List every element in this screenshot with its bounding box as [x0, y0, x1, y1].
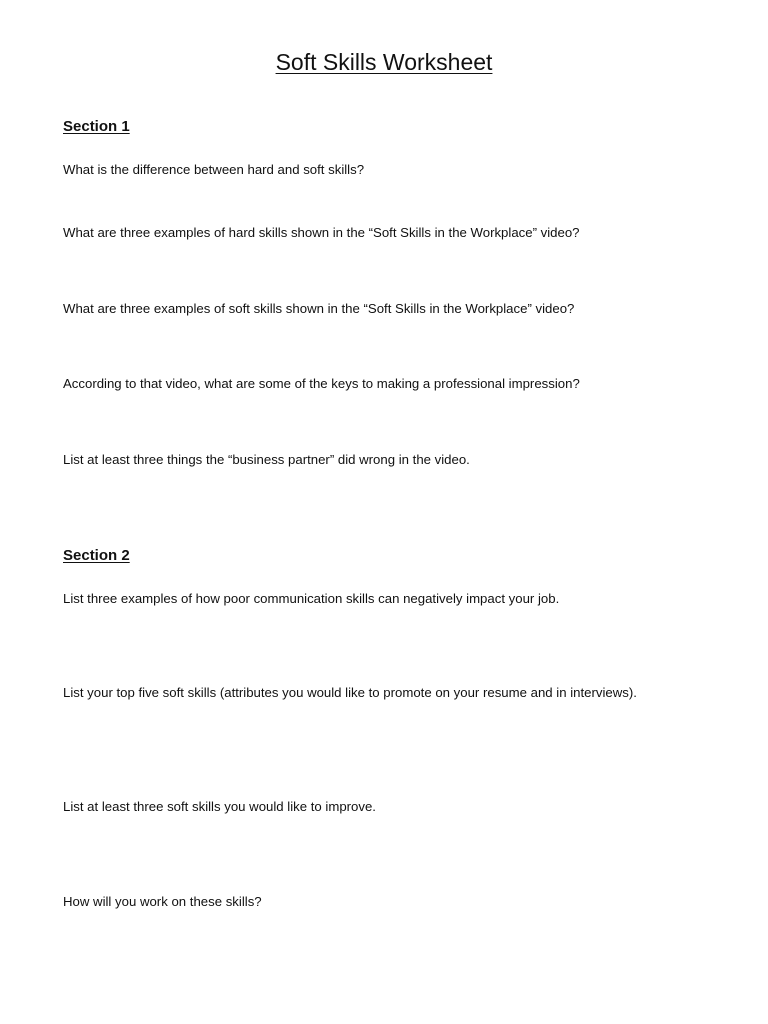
- section-1-question-4: According to that video, what are some of the keys to making a professional impression?: [63, 376, 580, 391]
- section-1-question-5: List at least three things the “business partner” did wrong in the video.: [63, 452, 470, 467]
- section-1-question-3: What are three examples of soft skills shown in the “Soft Skills in the Workplace” video?: [63, 301, 575, 316]
- section-2-question-2: List your top five soft skills (attributes you would like to promote on your resume and in interviews).: [63, 685, 637, 700]
- section-1-question-1: What is the difference between hard and soft skills?: [63, 162, 365, 177]
- page-title: [0, 46, 768, 78]
- section-2-question-3: List at least three soft skills you would like to improve.: [63, 799, 376, 814]
- section-2-question-4: How will you work on these skills?: [63, 894, 262, 909]
- section-2-question-1: List three examples of how poor communication skills can negatively impact your job.: [63, 591, 560, 606]
- page-title-text: Soft Skills Worksheet: [275, 49, 493, 75]
- section-1-question-2: What are three examples of hard skills shown in the “Soft Skills in the Workplace” video?: [63, 225, 580, 240]
- section-2-heading: Section 2: [63, 547, 130, 564]
- section-1-heading: Section 1: [63, 118, 130, 135]
